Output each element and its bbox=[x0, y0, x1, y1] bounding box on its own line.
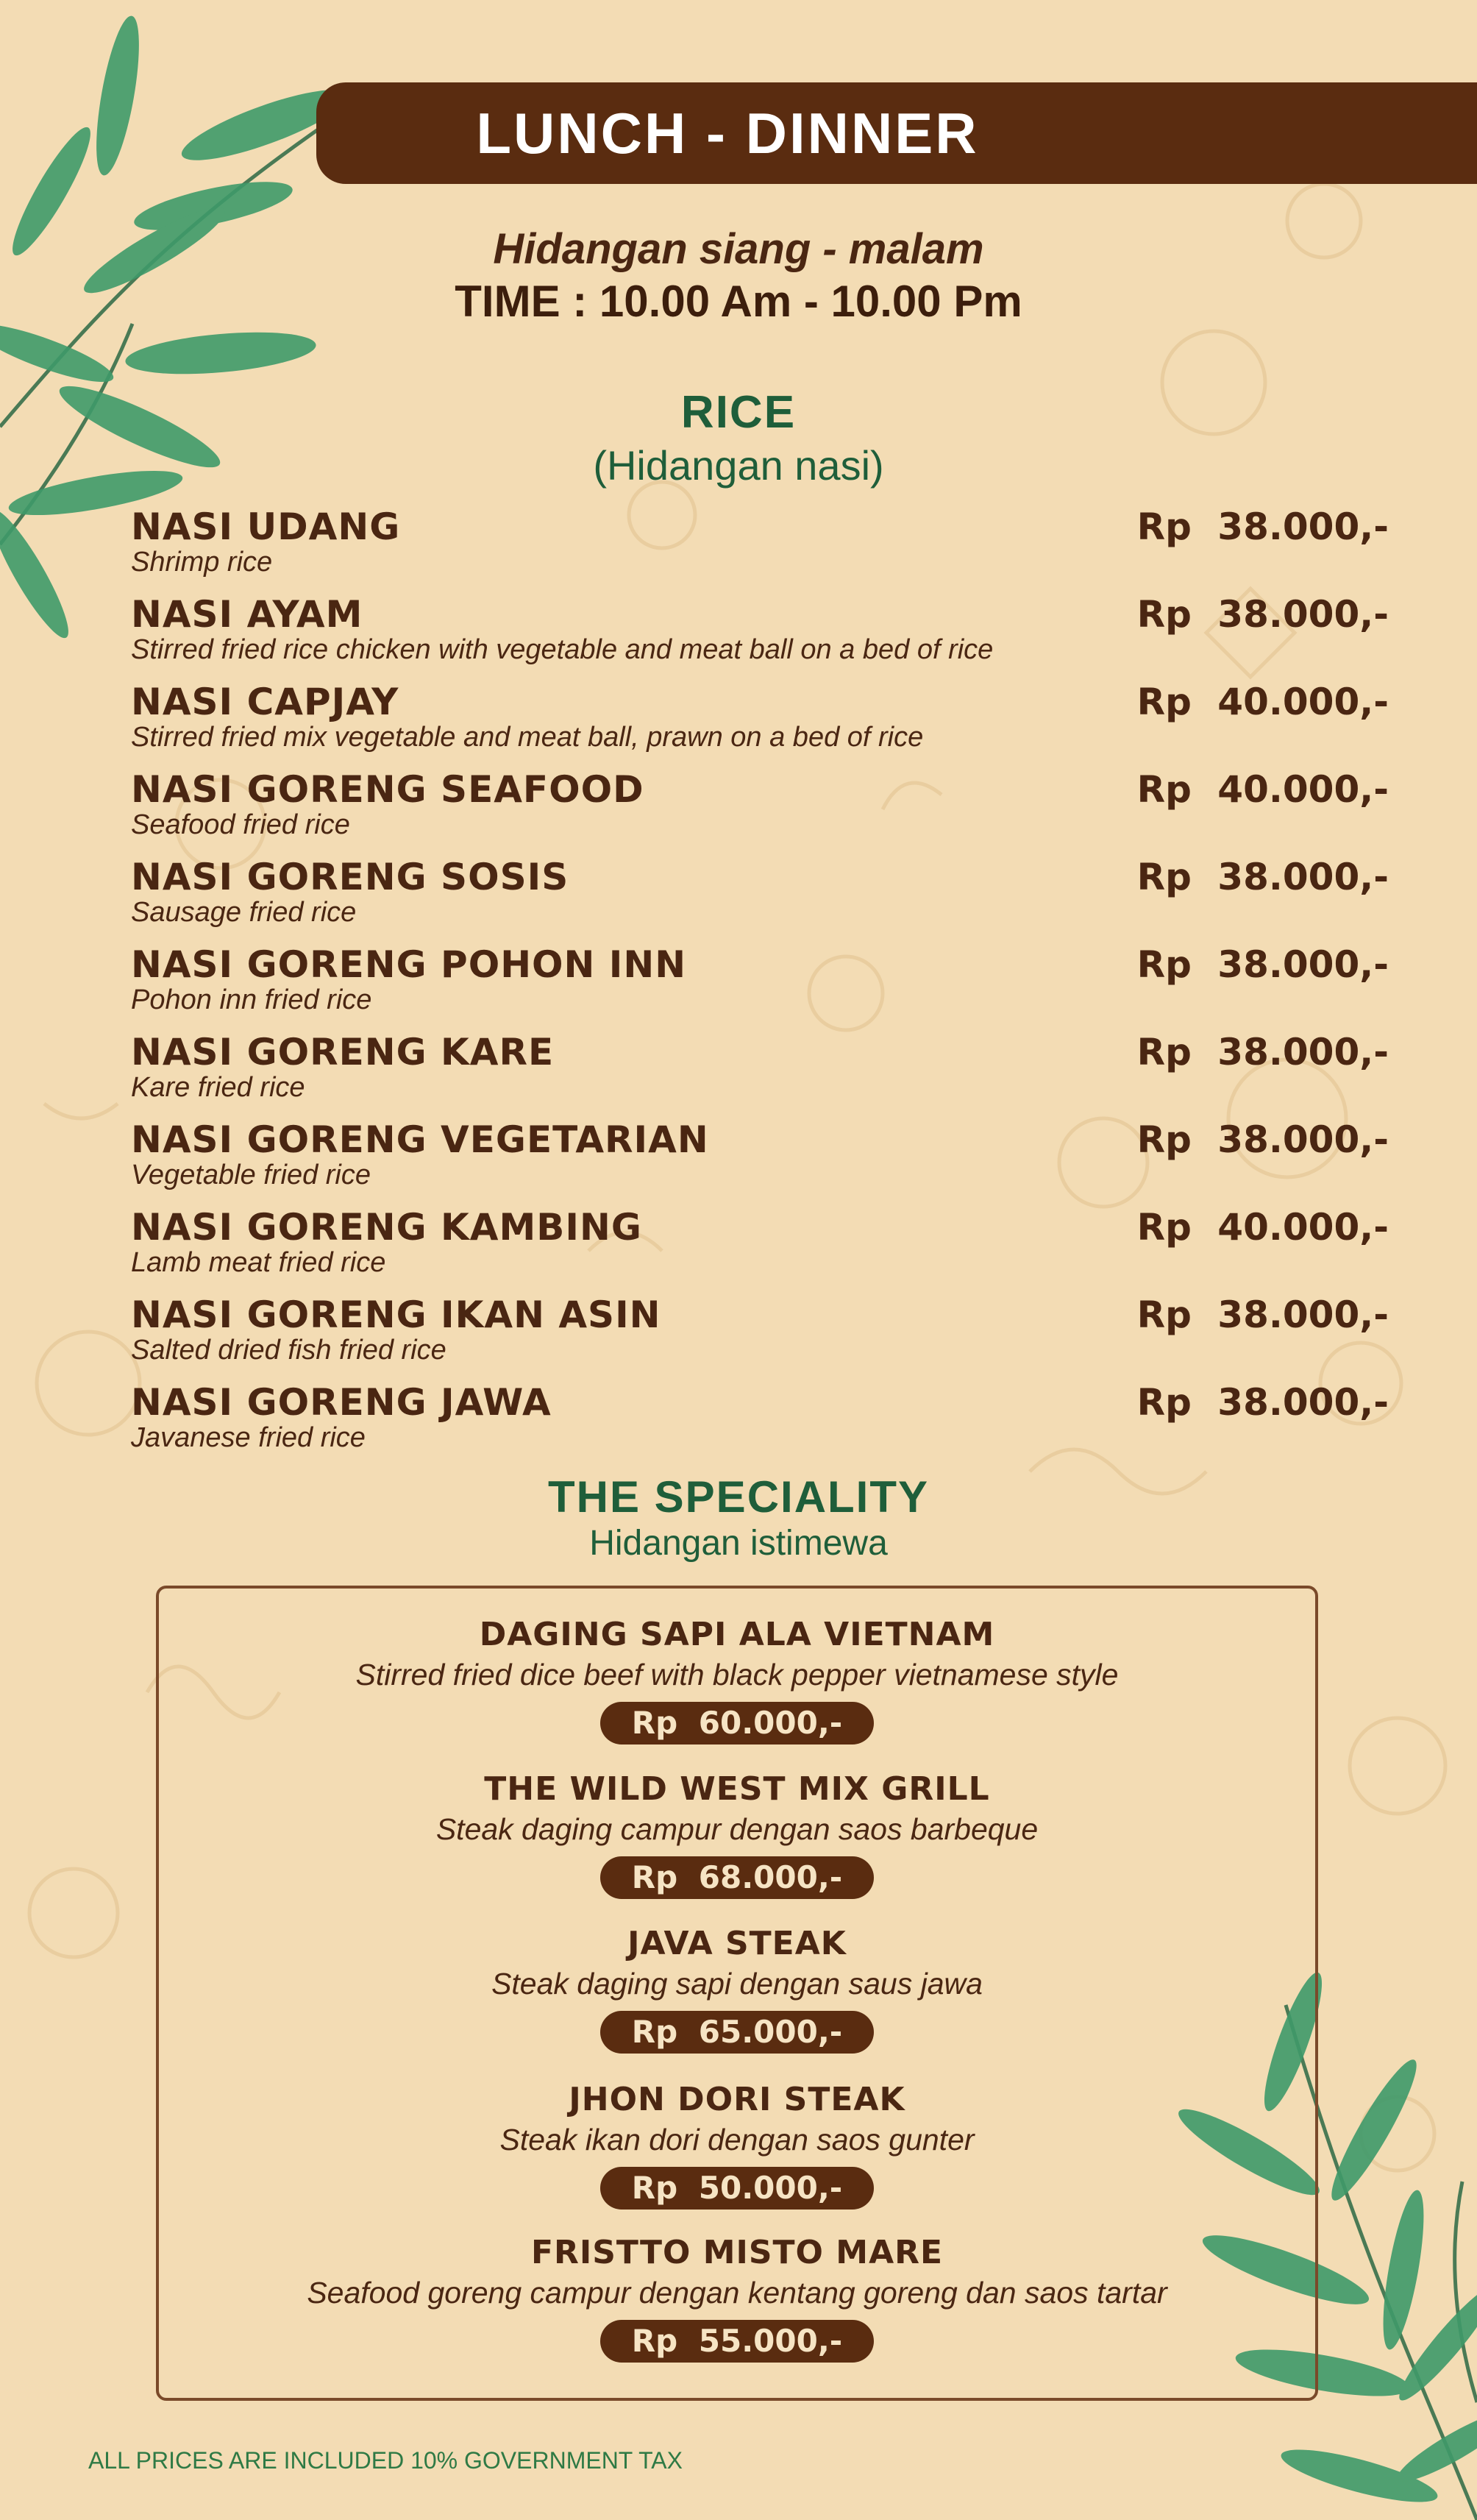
serving-time: TIME : 10.00 Am - 10.00 Pm bbox=[455, 277, 1022, 326]
item-name: NASI GORENG SEAFOOD bbox=[131, 768, 644, 811]
list-item bbox=[159, 1615, 1315, 1745]
rice-menu-list bbox=[131, 506, 1396, 1469]
price-badge: Rp 60.000,- bbox=[600, 1702, 874, 1745]
item-name: NASI GORENG KAMBING bbox=[131, 1206, 642, 1249]
page-title: LUNCH - DINNER bbox=[476, 100, 979, 166]
rice-section-title: RICE bbox=[680, 387, 797, 438]
speciality-box bbox=[156, 1586, 1318, 2401]
item-name: NASI GORENG VEGETARIAN bbox=[131, 1118, 709, 1161]
list-item bbox=[159, 2080, 1315, 2210]
item-price: Rp 40.000,- bbox=[1136, 768, 1389, 811]
list-item bbox=[131, 769, 1396, 856]
list-item bbox=[131, 1119, 1396, 1207]
item-name: NASI GORENG IKAN ASIN bbox=[131, 1293, 661, 1336]
list-item bbox=[159, 2233, 1315, 2363]
list-item bbox=[131, 1294, 1396, 1382]
item-price: Rp 38.000,- bbox=[1136, 1293, 1389, 1336]
item-price: Rp 38.000,- bbox=[1136, 856, 1389, 898]
item-name: NASI GORENG SOSIS bbox=[131, 856, 569, 898]
item-name: NASI CAPJAY bbox=[131, 681, 399, 723]
item-name: NASI GORENG JAWA bbox=[131, 1381, 552, 1424]
item-price: Rp 38.000,- bbox=[1136, 593, 1389, 636]
item-price: Rp 38.000,- bbox=[1136, 1031, 1389, 1073]
item-price: Rp 38.000,- bbox=[1136, 1381, 1389, 1424]
item-name: NASI AYAM bbox=[131, 593, 363, 636]
item-description: Vegetable fried rice bbox=[131, 1160, 371, 1190]
tax-note: ALL PRICES ARE INCLUDED 10% GOVERNMENT TAX bbox=[88, 2447, 683, 2474]
item-description: Salted dried fish fried rice bbox=[131, 1335, 446, 1366]
item-price: Rp 38.000,- bbox=[1136, 505, 1389, 548]
list-item bbox=[131, 506, 1396, 594]
item-description: Shrimp rice bbox=[131, 547, 273, 578]
item-description: Seafood fried rice bbox=[131, 809, 350, 840]
item-price: Rp 38.000,- bbox=[1136, 1118, 1389, 1161]
item-price: Rp 38.000,- bbox=[1136, 943, 1389, 986]
title-banner bbox=[316, 82, 1477, 184]
list-item bbox=[131, 594, 1396, 681]
item-description: Lamb meat fried rice bbox=[131, 1247, 386, 1278]
item-name: NASI UDANG bbox=[131, 505, 401, 548]
price-badge: Rp 50.000,- bbox=[600, 2167, 874, 2210]
price-badge: Rp 55.000,- bbox=[600, 2320, 874, 2363]
price-badge: Rp 65.000,- bbox=[600, 2011, 874, 2054]
list-item bbox=[131, 944, 1396, 1032]
item-description: Steak daging sapi dengan saus jawa bbox=[491, 1967, 983, 2001]
list-item bbox=[159, 1770, 1315, 1899]
item-name: NASI GORENG POHON INN bbox=[131, 943, 687, 986]
price-badge: Rp 68.000,- bbox=[600, 1856, 874, 1899]
item-name: FRISTTO MISTO MARE bbox=[530, 2234, 944, 2271]
list-item bbox=[159, 1924, 1315, 2054]
item-name: JHON DORI STEAK bbox=[569, 2081, 905, 2118]
list-item bbox=[131, 1382, 1396, 1469]
list-item bbox=[131, 1032, 1396, 1119]
list-item bbox=[131, 681, 1396, 769]
item-description: Sausage fried rice bbox=[131, 897, 357, 928]
item-description: Steak ikan dori dengan saos gunter bbox=[499, 2123, 975, 2157]
item-name: JAVA STEAK bbox=[627, 1925, 847, 1962]
rice-section-subtitle: (Hidangan nasi) bbox=[593, 442, 884, 489]
speciality-section-title: THE SPECIALITY bbox=[547, 1472, 930, 1522]
speciality-section-subtitle: Hidangan istimewa bbox=[589, 1524, 888, 1563]
item-description: Steak daging campur dengan saos barbeque bbox=[435, 1812, 1039, 1846]
item-price: Rp 40.000,- bbox=[1136, 1206, 1389, 1249]
item-description: Pohon inn fried rice bbox=[131, 984, 372, 1015]
item-description: Seafood goreng campur dengan kentang goreng dan saos tartar bbox=[307, 2276, 1167, 2310]
item-description: Javanese fried rice bbox=[131, 1422, 366, 1453]
item-price: Rp 40.000,- bbox=[1136, 681, 1389, 723]
item-description: Stirred fried rice chicken with vegetable and meat ball on a bed of rice bbox=[131, 634, 994, 665]
meal-subtitle: Hidangan siang - malam bbox=[493, 225, 984, 273]
item-description: Stirred fried dice beef with black pepper vietnamese style bbox=[355, 1658, 1119, 1692]
list-item bbox=[131, 1207, 1396, 1294]
item-name: NASI GORENG KARE bbox=[131, 1031, 555, 1073]
list-item bbox=[131, 856, 1396, 944]
item-name: DAGING SAPI ALA VIETNAM bbox=[479, 1616, 995, 1653]
item-name: THE WILD WEST MIX GRILL bbox=[484, 1770, 990, 1808]
item-description: Kare fried rice bbox=[131, 1072, 305, 1103]
item-description: Stirred fried mix vegetable and meat ball, prawn on a bed of rice bbox=[131, 722, 924, 753]
